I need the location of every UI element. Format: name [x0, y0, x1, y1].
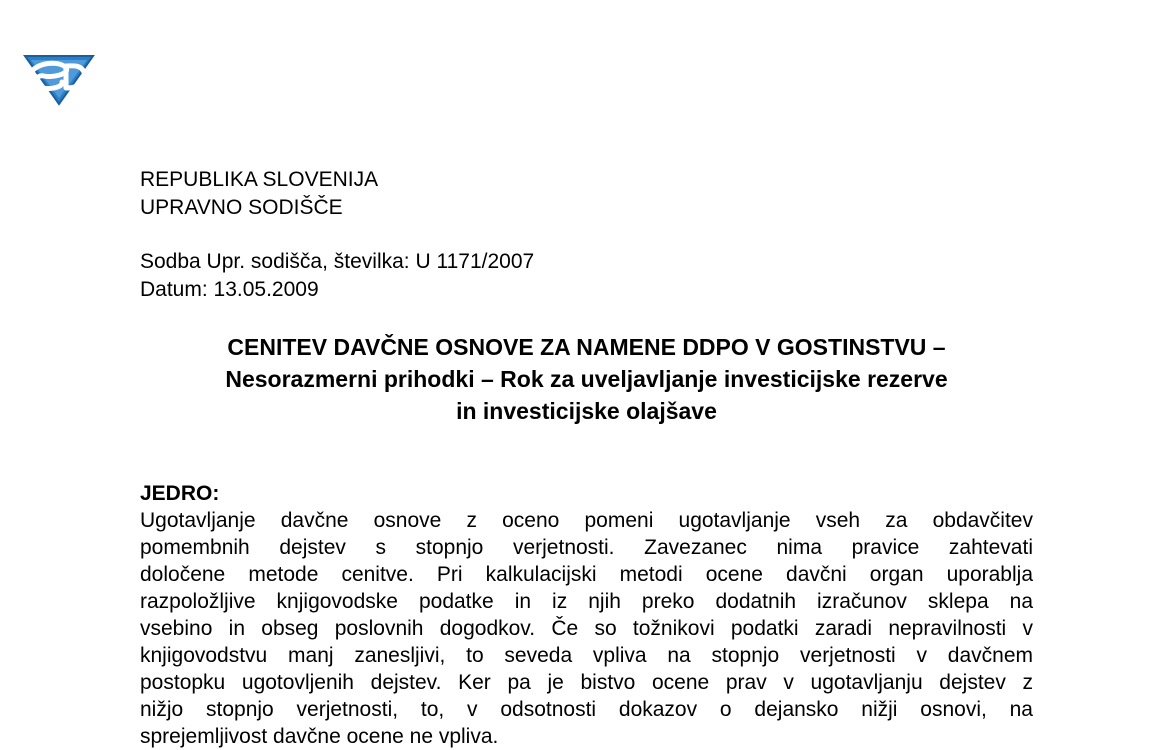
paragraph-line: Ugotavljanje davčne osnove z oceno pomeni ugotavljanje vseh za obdavčitev: [140, 509, 1033, 532]
judgment-meta: [140, 248, 534, 304]
paragraph-line: vsebino in obseg poslovnih dogodkov. Če so tožnikovi podatki zaradi nepravilnosti v: [140, 617, 1033, 640]
title-line: CENITEV DAVČNE OSNOVE ZA NAMENE DDPO V GOSTINSTVU –: [227, 334, 946, 360]
title-line: Nesorazmerni prihodki – Rok za uveljavljanje investicijske rezerve: [225, 366, 948, 392]
paragraph-line: knjigovodstvu manj zanesljivi, to seveda vpliva na stopnjo verjetnosti v davčnem: [140, 644, 1033, 667]
paragraph-line: nižjo stopnjo verjetnosti, to, v odsotnosti dokazov o dejansko nižji osnovi, na: [140, 698, 1033, 721]
paragraph-line: določene metode cenitve. Pri kalkulacijski metodi ocene davčni organ uporablja: [140, 563, 1033, 586]
document-title: [140, 331, 1033, 427]
country-name: REPUBLIKA SLOVENIJA: [140, 168, 379, 191]
core-label: JEDRO:: [140, 482, 220, 505]
paragraph-line: postopku ugotovljenih dejstev. Ker pa je bistvo ocene prav v ugotavljanju dejstev z: [140, 671, 1033, 694]
paragraph-line: razpoložljive knjigovodske podatke in iz njih preko dodatnih izračunov sklepa na: [140, 590, 1033, 613]
sd-logo: [22, 48, 96, 106]
judgment-date: Datum: 13.05.2009: [140, 278, 319, 301]
title-line: in investicijske olajšave: [456, 398, 717, 424]
sd-logo-icon: [22, 48, 96, 106]
paragraph-line: pomembnih dejstev s stopnjo verjetnosti. Zavezanec nima pravice zahtevati: [140, 536, 1033, 559]
paragraph-line: sprejemljivost davčne ocene ne vpliva.: [140, 725, 499, 748]
judgment-number: Sodba Upr. sodišča, številka: U 1171/2007: [140, 250, 535, 273]
court-header: [140, 166, 378, 222]
core-paragraph: [140, 507, 1033, 750]
court-name: UPRAVNO SODIŠČE: [140, 196, 343, 219]
